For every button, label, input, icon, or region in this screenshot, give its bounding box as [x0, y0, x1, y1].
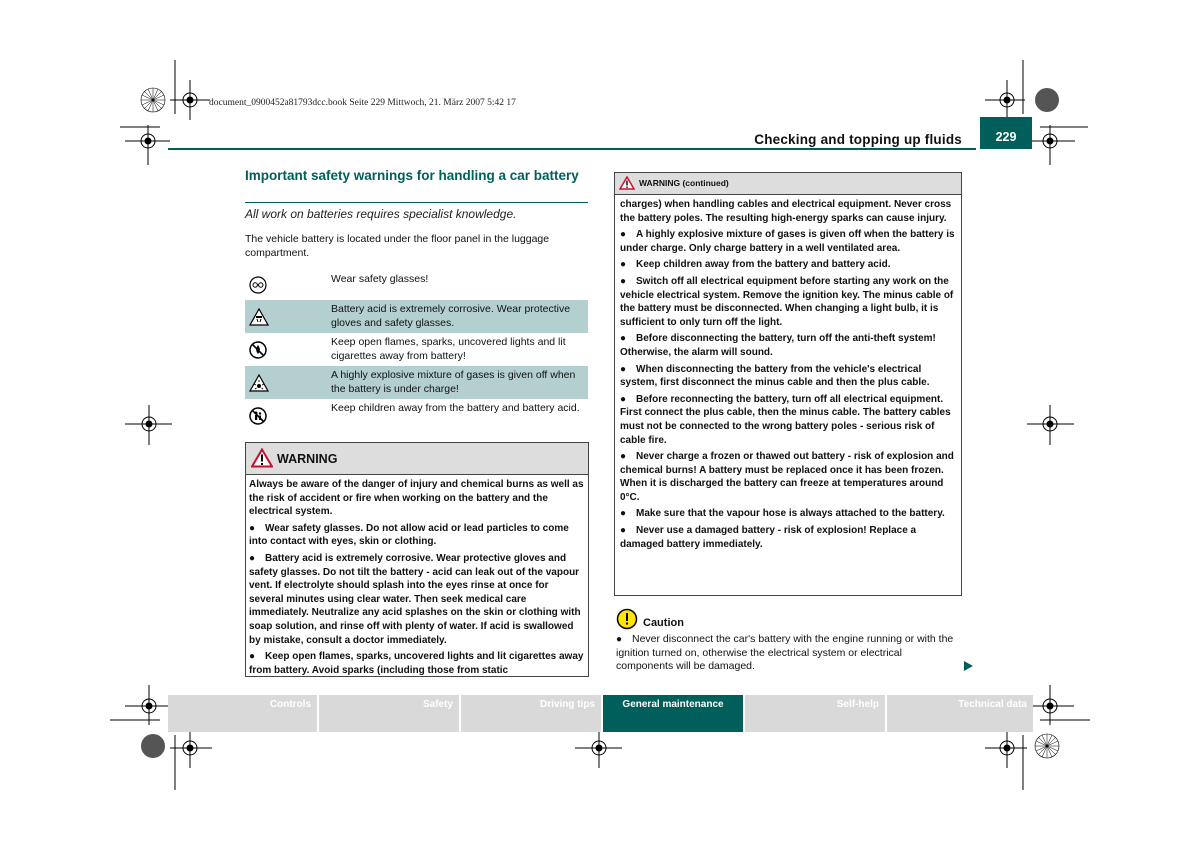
section-subheading: All work on batteries requires specialist knowledge. [245, 207, 517, 221]
bullet-icon: ● [249, 522, 256, 534]
bullet-icon: ● [620, 229, 627, 241]
tab-controls[interactable]: Controls [168, 695, 317, 732]
safety-glasses-icon [249, 276, 267, 294]
bullet-icon: ● [249, 552, 256, 564]
safety-symbols-table [245, 270, 588, 432]
bullet-icon: ● [620, 451, 627, 463]
warning-body [246, 475, 588, 677]
table-cell-text: Battery acid is extremely corrosive. Wear protective gloves and safety glasses. [331, 303, 571, 329]
tab-safety[interactable]: Safety [319, 695, 459, 732]
table-row [245, 333, 588, 366]
bullet-icon: ● [620, 363, 627, 375]
section-heading: Important safety warnings for handling a car battery [245, 168, 579, 183]
caution-text: ● Never disconnect the car's battery with the engine running or with the ignition turned on, otherwise the electrical system or electrical components will be damaged. [616, 633, 954, 673]
bullet-icon: ● [249, 651, 256, 663]
table-cell-text: Wear safety glasses! [331, 273, 429, 285]
table-row [245, 300, 588, 333]
warning-label: WARNING [277, 452, 338, 466]
tab-self-help[interactable]: Self-help [745, 695, 885, 732]
list-item: ● Never charge a frozen or thawed out battery - risk of explosion and chemical burns! A battery must be replaced once it has been frozen. When it is discharged the battery can freeze at temperatures around 0°C. [620, 451, 954, 503]
keep-children-away-icon [249, 407, 267, 425]
explosive-gas-icon [249, 374, 269, 392]
list-item: ● Switch off all electrical equipment before starting any work on the vehicle electrical system. Remove the ignition key. The minus cable of the battery must be disconnected. When changing a light bulb, it is sufficient to only turn off the light. [620, 275, 954, 328]
intro-text: The vehicle battery is located under the floor panel in the luggage compartment. [245, 233, 550, 259]
bullet-icon: ● [620, 333, 627, 345]
warning-box [245, 442, 589, 677]
list-item: ● Never use a damaged battery - risk of explosion! Replace a damaged battery immediately. [620, 525, 917, 550]
warning-continued-body [615, 195, 961, 551]
tab-technical-data[interactable]: Technical data [887, 695, 1033, 732]
table-cell-text: Keep open flames, sparks, uncovered lights and lit cigarettes away from battery! [331, 336, 566, 362]
list-item: ● Before reconnecting the battery, turn off all electrical equipment. First connect the plus cable, then the minus cable. The battery cables must not be connected to the wrong battery poles - serious risk of cable fire. [620, 393, 951, 446]
print-filename: document_0900452a81793dcc.book Seite 229 Mittwoch, 21. März 2007 5:42 17 [209, 98, 516, 108]
tab-driving-tips[interactable]: Driving tips [461, 695, 601, 732]
no-open-flames-icon [249, 341, 267, 359]
warning-header [246, 443, 588, 475]
table-row [245, 399, 588, 432]
page-number: 229 [980, 117, 1032, 149]
list-item: ● Keep open flames, sparks, uncovered lights and lit cigarettes away from battery. Avoid sparks (including those from static [249, 651, 584, 676]
list-item: ● A highly explosive mixture of gases is given off when the battery is under charge. Only charge battery in a well ventilated area. [620, 229, 955, 254]
tab-general-maintenance[interactable]: General maintenance [603, 695, 743, 732]
list-item: ● Before disconnecting the battery, turn off the anti-theft system! Otherwise, the alarm will sound. [620, 333, 936, 358]
warning-continued-header [615, 173, 961, 195]
list-item: ● Make sure that the vapour hose is always attached to the battery. [620, 508, 945, 520]
bullet-icon: ● [620, 259, 627, 271]
page-header-title: Checking and topping up fluids [754, 132, 962, 147]
list-item: ● Wear safety glasses. Do not allow acid or lead particles to come into contact with eyes, skin or clothing. [249, 522, 569, 548]
next-page-arrow-icon [962, 660, 974, 672]
table-cell-text: Keep children away from the battery and battery acid. [331, 402, 580, 414]
warning-continued-label: WARNING (continued) [639, 178, 729, 188]
caution-exclamation-icon [616, 608, 638, 630]
list-item: ● Keep children away from the battery and battery acid. [620, 259, 891, 271]
caution-header [616, 608, 816, 632]
list-item: ● When disconnecting the battery from the vehicle's electrical system, first disconnect the minus cable and then the plus cable. [620, 363, 930, 389]
table-cell-text: A highly explosive mixture of gases is given off when the battery is under charge! [331, 369, 576, 395]
warning-triangle-icon [251, 448, 273, 468]
table-row [245, 270, 588, 300]
chapter-nav-bar [168, 695, 1033, 732]
warning-triangle-icon [619, 176, 635, 190]
corrosive-acid-icon [249, 308, 269, 326]
bullet-icon: ● [620, 393, 627, 405]
warning-continued-box [614, 172, 962, 596]
bullet-icon: ● [620, 525, 627, 537]
bullet-icon: ● [620, 275, 627, 287]
bullet-icon: ● [620, 508, 627, 520]
bullet-icon: ● [616, 634, 623, 645]
caution-label: Caution [643, 617, 684, 629]
table-row [245, 366, 588, 399]
heading-rule [245, 202, 588, 203]
warning-continued-intro: charges) when handling cables and electrical equipment. Never cross the battery poles. The resulting high-energy sparks can cause injury. [620, 199, 952, 224]
header-rule [168, 148, 976, 150]
warning-intro: Always be aware of the danger of injury and chemical burns as well as the risk of accident or fire when working on the battery and the electrical system. [249, 479, 584, 518]
list-item: ● Battery acid is extremely corrosive. Wear protective gloves and safety glasses. Do not tilt the battery - acid can leak out of the vapour vent. If electrolyte should splash into the eyes rinse at once for several minutes using clear water. Then seek medical care immediately. Neutralize any acid splashes on the skin or clothing with soap solution, and rinse off with plenty of water. If acid is swallowed by mistake, consult a doctor immediately. [249, 552, 581, 646]
